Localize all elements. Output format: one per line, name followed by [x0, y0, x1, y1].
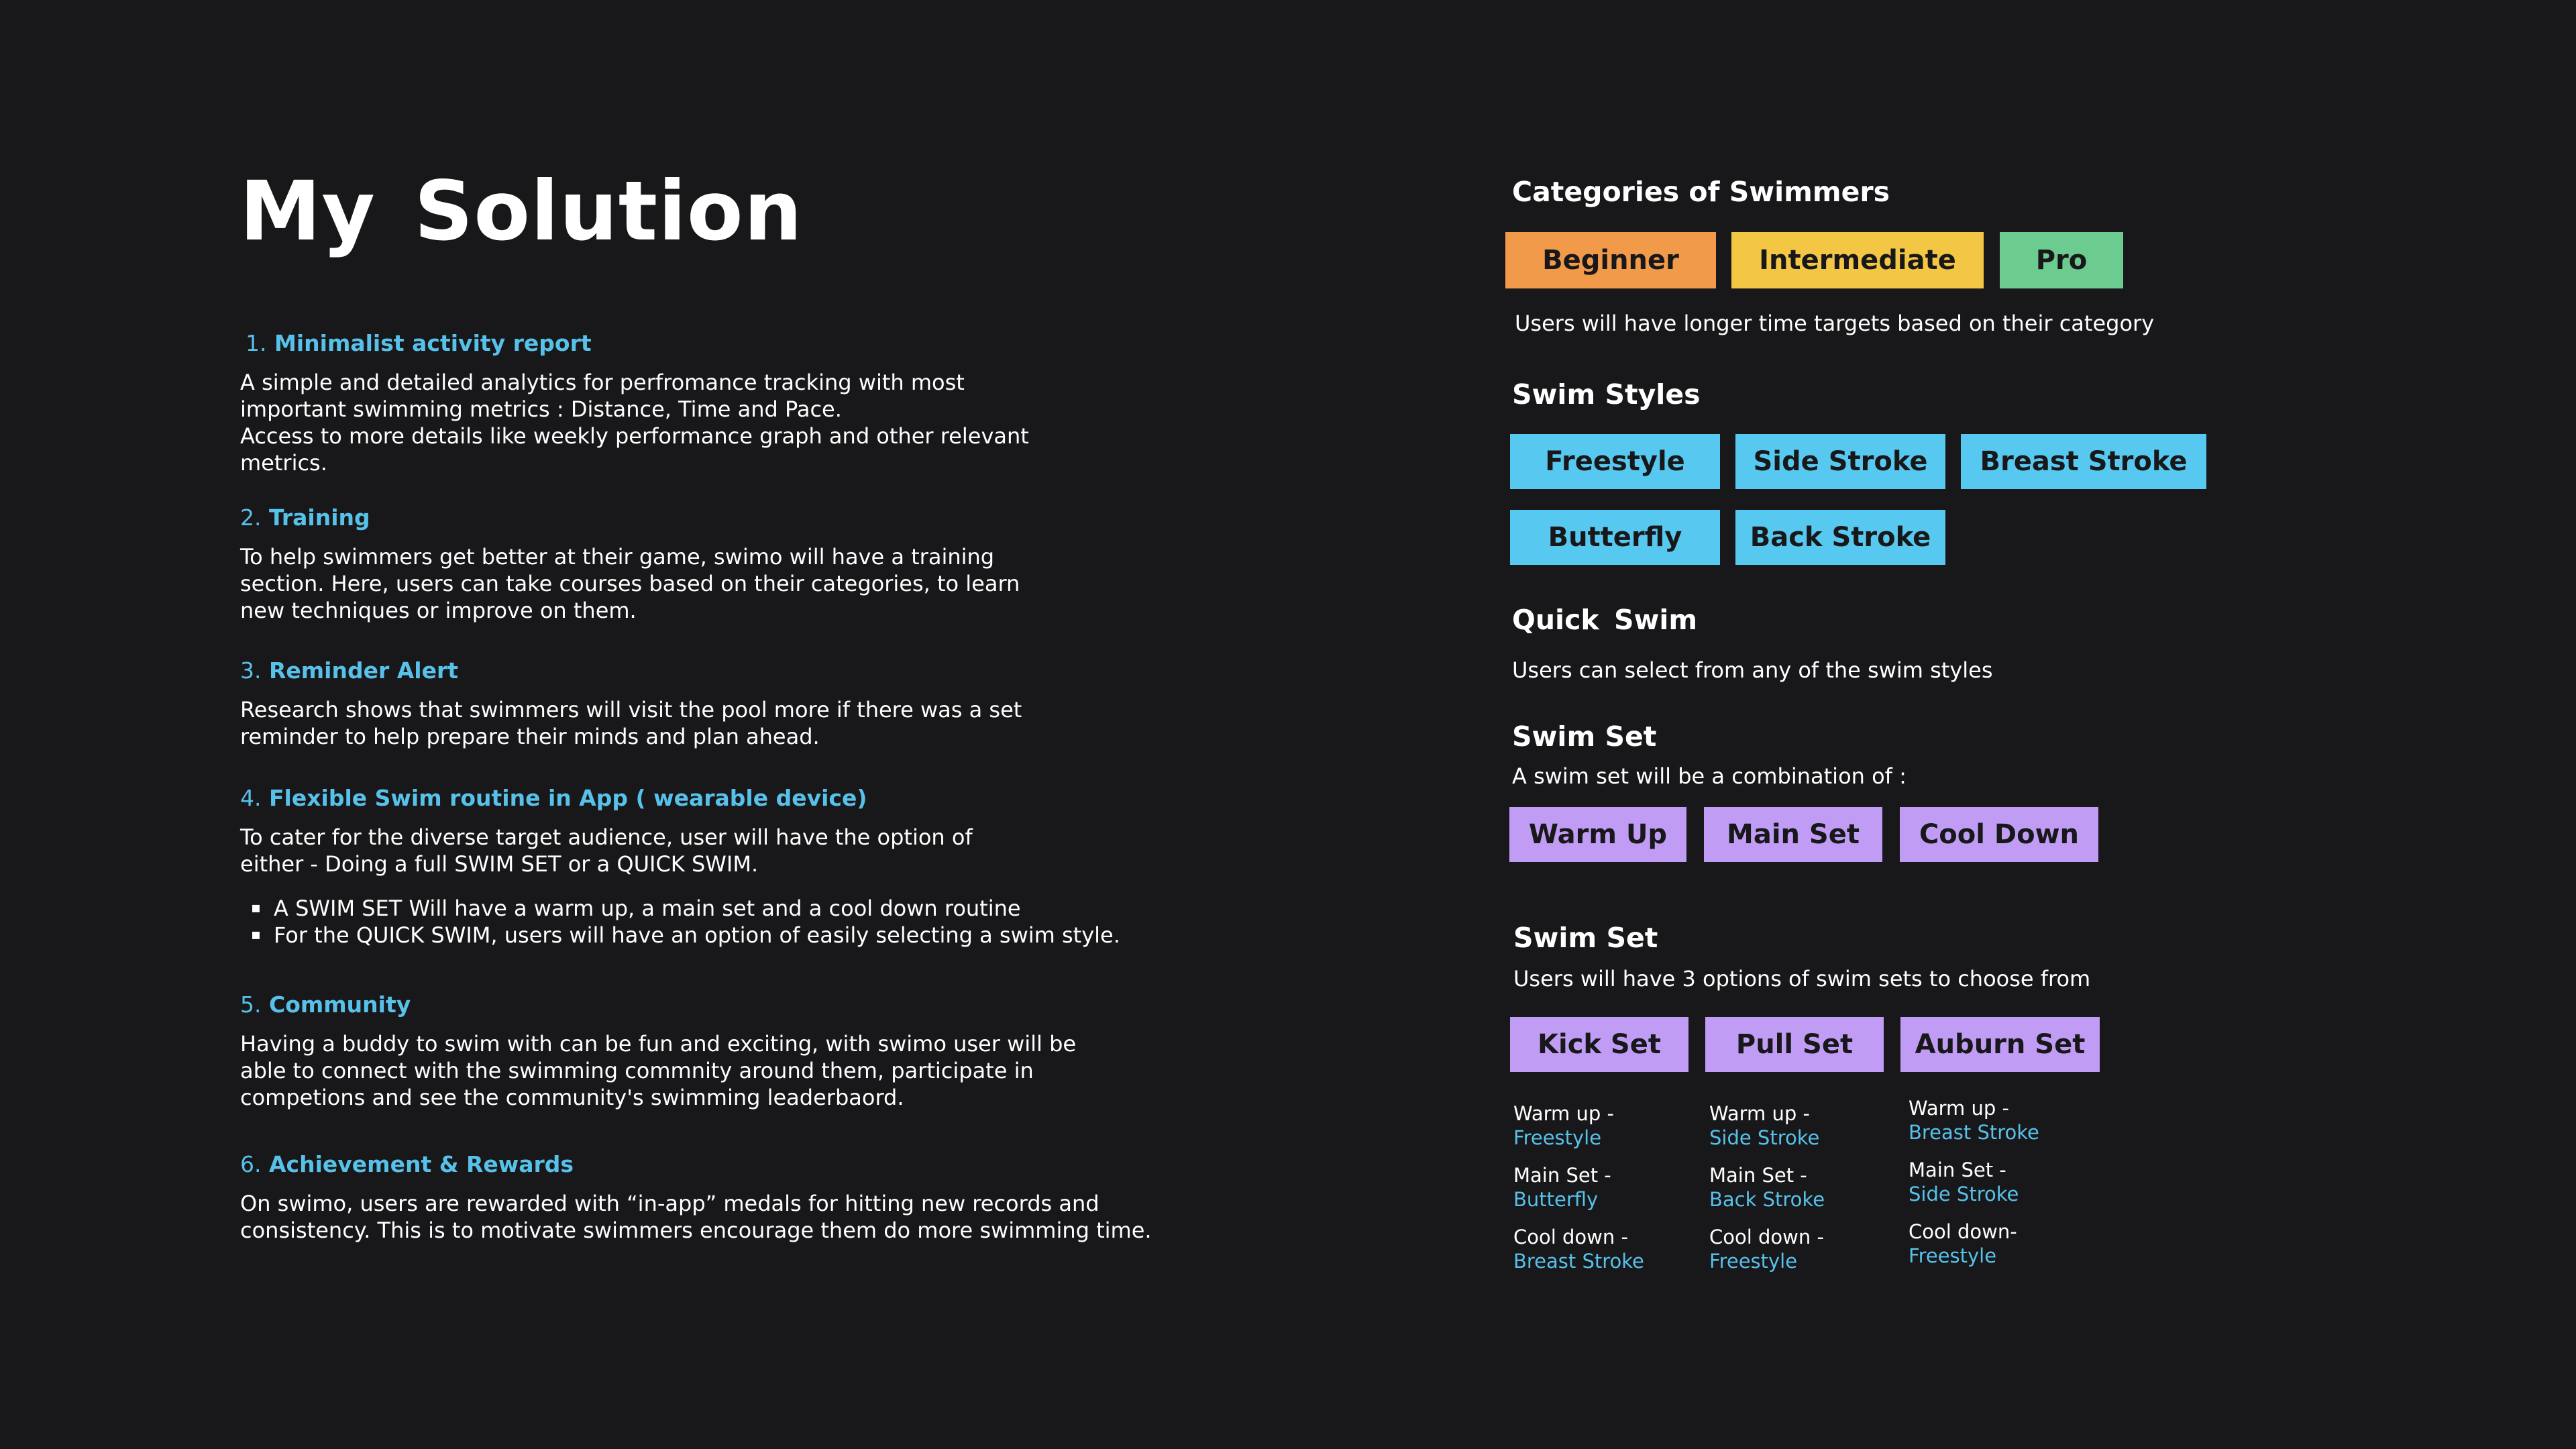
section-activity-report: [240, 329, 1246, 476]
list-item: ▪ For the QUICK SWIM, users will have an option of easily selecting a swim style.: [240, 922, 1246, 949]
auburn-set-details: Warm up - Breast Stroke Main Set - Side Stroke Cool down- Freestyle: [1909, 1097, 2039, 1267]
section-reminder-alert: [240, 656, 1246, 750]
quick-swim-heading: Quick Swim: [1512, 604, 1698, 636]
section-heading: 4. Flexible Swim routine in App ( wearable device): [240, 785, 867, 811]
style-freestyle[interactable]: Freestyle: [1510, 434, 1720, 489]
style-butterfly[interactable]: Butterfly: [1510, 510, 1720, 565]
section-text: A simple and detailed analytics for perfromance tracking with most important swimming metrics : Distance, Time and Pace. Access to more details like weekly performance graph and other relevant metrics.: [240, 370, 1029, 476]
section-flexible-routine: [240, 784, 1246, 949]
swim-set-auburn[interactable]: Auburn Set: [1900, 1017, 2100, 1072]
categories-note: Users will have longer time targets based on their category: [1515, 311, 2155, 336]
list-item: ▪ A SWIM SET Will have a warm up, a main set and a cool down routine: [240, 895, 1246, 922]
page-title: My Solution: [239, 164, 803, 259]
categories-heading: Categories of Swimmers: [1512, 176, 1890, 208]
swim-set-options-heading: Swim Set: [1513, 922, 1658, 954]
kick-set-details: Warm up - Freestyle Main Set - Butterfly Cool down - Breast Stroke: [1513, 1102, 1644, 1273]
section-heading: 3. Reminder Alert: [240, 657, 459, 684]
section-training: [240, 503, 1246, 624]
section-heading: 5. Community: [240, 991, 411, 1018]
swim-styles-heading: Swim Styles: [1512, 378, 1701, 411]
category-beginner[interactable]: Beginner: [1505, 232, 1716, 288]
section-community: [240, 990, 1246, 1111]
set-part-cool-down[interactable]: Cool Down: [1900, 807, 2098, 862]
swim-set-options-note: Users will have 3 options of swim sets to choose from: [1513, 966, 2091, 991]
section-text: Research shows that swimmers will visit the pool more if there was a set reminder to help prepare their minds and plan ahead.: [240, 697, 1022, 749]
category-pro[interactable]: Pro: [2000, 232, 2123, 288]
style-back-stroke[interactable]: Back Stroke: [1735, 510, 1945, 565]
bullet-list: [240, 895, 1246, 949]
section-heading: 6. Achievement & Rewards: [240, 1151, 574, 1177]
set-part-main-set[interactable]: Main Set: [1704, 807, 1882, 862]
swim-set-pull[interactable]: Pull Set: [1705, 1017, 1884, 1072]
section-achievement-rewards: [240, 1150, 1246, 1244]
pull-set-details: Warm up - Side Stroke Main Set - Back Stroke Cool down - Freestyle: [1709, 1102, 1825, 1273]
section-text: To cater for the diverse target audience, user will have the option of either - Doing a full SWIM SET or a QUICK SWIM.: [240, 824, 973, 877]
swim-set-note: A swim set will be a combination of :: [1512, 763, 1907, 789]
section-text: On swimo, users are rewarded with “in-app” medals for hitting new records and consistency. This is to motivate swimmers encourage them do more swimming time.: [240, 1191, 1152, 1243]
section-heading: 1. Minimalist activity report: [246, 330, 592, 356]
style-side-stroke[interactable]: Side Stroke: [1735, 434, 1945, 489]
set-part-warm-up[interactable]: Warm Up: [1509, 807, 1686, 862]
section-heading: 2. Training: [240, 504, 370, 531]
category-intermediate[interactable]: Intermediate: [1731, 232, 1984, 288]
swim-set-heading: Swim Set: [1512, 720, 1657, 753]
swim-set-kick[interactable]: Kick Set: [1510, 1017, 1688, 1072]
quick-swim-note: Users can select from any of the swim styles: [1512, 657, 1993, 683]
style-breast-stroke[interactable]: Breast Stroke: [1961, 434, 2206, 489]
section-text: To help swimmers get better at their game, swimo will have a training section. Here, users can take courses based on their categories, to learn new techniques or improve on them.: [240, 544, 1020, 623]
section-text: Having a buddy to swim with can be fun and exciting, with swimo user will be able to connect with the swimming commnity around them, participate in competions and see the community's swimming leaderbaord.: [240, 1031, 1077, 1110]
